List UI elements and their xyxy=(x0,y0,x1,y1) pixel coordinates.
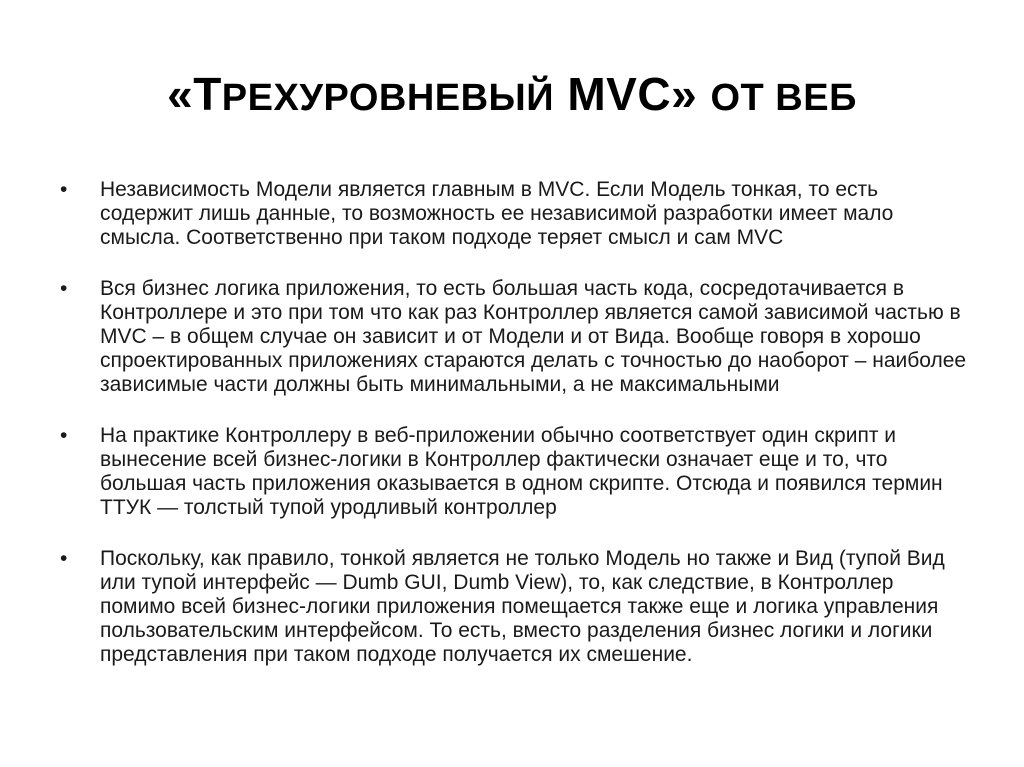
bullet-marker: • xyxy=(60,424,68,447)
bullet-text: Вся бизнес логика приложения, то есть большая часть кода, сосредотачивается в Контроллере и это при том что как раз Контроллер является самой зависимой частью в MVC – в общем случае он зависит и от Модели и от Вида. Вообще говоря в хорошо спроектированных приложениях стараются делать с точностью до наоборот – наиболее зависимые части должны быть минимальными, а не максимальными xyxy=(100,277,967,396)
bullet-list xyxy=(60,178,970,694)
bullet-marker: • xyxy=(60,547,68,570)
title-first-letter: Т xyxy=(193,68,222,120)
title-close-quote: » xyxy=(671,68,698,120)
title-word-rest: РЕХУРОВНЕВЫЙ xyxy=(221,77,555,119)
bullet-text: Независимость Модели является главным в MVC. Если Модель тонкая, то есть содержит лишь данные, то возможность ее независимой разработки имеет мало смысла. Соответственно при таком подходе теряет смысл и сам MVC xyxy=(100,178,894,249)
bullet-item xyxy=(60,178,970,250)
bullet-item xyxy=(60,424,970,520)
bullet-text: На практике Контроллеру в веб-приложении обычно соответствует один скрипт и вынесение всей бизнес-логики в Контроллер фактически означает еще и то, что большая часть приложения оказывается в одном скрипте. Отсюда и появился термин ТТУК — толстый тупой уродливый контроллер xyxy=(100,424,943,519)
title-open-quote: « xyxy=(167,68,194,120)
bullet-marker: • xyxy=(60,178,68,201)
bullet-item xyxy=(60,277,970,397)
bullet-text: Поскольку, как правило, тонкой является не только Модель но также и Вид (тупой Вид или тупой интерфейс — Dumb GUI, Dumb View), то, как следствие, в Контроллер помимо всей бизнес-логики приложения помещается также еще и логика управления пользовательским интерфейсом. То есть, вместо разделения бизнес логики и логики представления при таком подходе получается их смешение. xyxy=(100,547,945,666)
slide-title xyxy=(0,66,1024,126)
title-tail: ОТ ВЕБ xyxy=(710,77,857,119)
title-mvc: MVC xyxy=(567,68,672,120)
bullet-item xyxy=(60,547,970,667)
bullet-marker: • xyxy=(60,277,68,300)
